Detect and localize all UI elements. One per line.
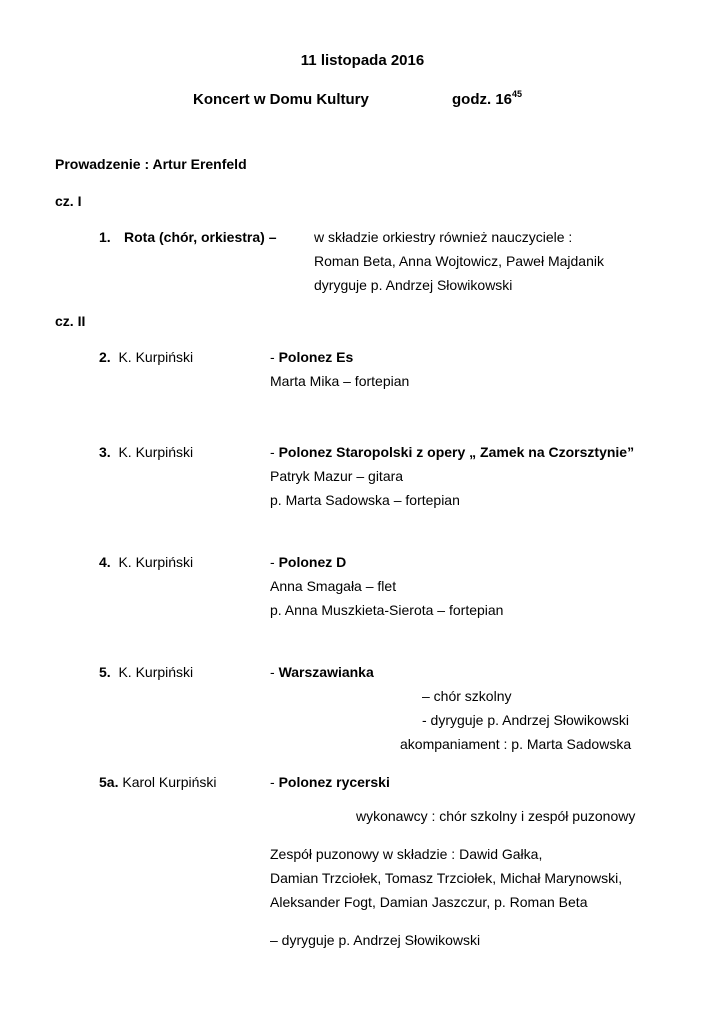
- item5a-dash: -: [270, 774, 279, 790]
- item5-line-1: – chór szkolny: [422, 688, 512, 704]
- item2-line-1: Marta Mika – fortepian: [270, 373, 410, 389]
- event-time: [452, 91, 522, 109]
- item3-dash: -: [270, 444, 279, 460]
- item5a-ensemble-2: Damian Trzciołek, Tomasz Trzciołek, Michał Marynowski,: [270, 870, 623, 886]
- item3-line-2: p. Marta Sadowska – fortepian: [270, 492, 460, 508]
- item1-line-1: w składzie orkiestry również nauczyciele :: [314, 229, 573, 245]
- item2-piece-line: [270, 348, 353, 366]
- item2-row: [99, 348, 193, 366]
- item2-composer: K. Kurpiński: [118, 349, 194, 365]
- part1-label: cz. I: [55, 193, 82, 209]
- part2-label: cz. II: [55, 313, 86, 329]
- item5a-piece-line: [270, 773, 390, 791]
- item5-number: 5.: [99, 664, 111, 680]
- event-time-minutes: 45: [512, 89, 523, 99]
- item5-piece-line: [270, 663, 374, 681]
- item2-piece: Polonez Es: [278, 349, 354, 365]
- event-time-hour: godz. 16: [452, 91, 513, 108]
- item3-line-1: Patryk Mazur – gitara: [270, 468, 404, 484]
- item5a-performers: wykonawcy : chór szkolny i zespół puzonowy: [356, 808, 636, 824]
- host-line: Prowadzenie : Artur Erenfeld: [55, 156, 247, 172]
- item3-piece-line: [270, 443, 634, 461]
- item5a-row: [99, 773, 217, 791]
- item1-line-3: dyryguje p. Andrzej Słowikowski: [314, 277, 513, 293]
- item5a-ensemble-3: Aleksander Fogt, Damian Jaszczur, p. Roman Beta: [270, 894, 588, 910]
- item4-row: [99, 553, 193, 571]
- item1-number: 1.: [99, 229, 111, 245]
- item4-number: 4.: [99, 554, 111, 570]
- item5-row: [99, 663, 193, 681]
- item4-dash: -: [270, 554, 279, 570]
- item5a-composer: Karol Kurpiński: [122, 774, 217, 790]
- page-title: 11 listopada 2016: [300, 52, 425, 69]
- item5-piece: Warszawianka: [278, 664, 374, 680]
- item3-number: 3.: [99, 444, 111, 460]
- item5-dash: -: [270, 664, 279, 680]
- item3-piece: Polonez Staropolski z opery „ Zamek na Czorsztynie”: [278, 444, 635, 460]
- item2-dash: -: [270, 349, 279, 365]
- item5-line-2: - dyryguje p. Andrzej Słowikowski: [422, 712, 629, 728]
- item4-piece: Polonez D: [278, 554, 347, 570]
- item4-line-2: p. Anna Muszkieta-Sierota – fortepian: [270, 602, 504, 618]
- item5-line-3: akompaniament : p. Marta Sadowska: [400, 736, 632, 752]
- item5a-number: 5a.: [99, 774, 119, 790]
- item3-composer: K. Kurpiński: [118, 444, 194, 460]
- event-title: Koncert w Domu Kultury: [193, 91, 369, 108]
- item3-row: [99, 443, 193, 461]
- item5-composer: K. Kurpiński: [118, 664, 194, 680]
- item4-line-1: Anna Smagała – flet: [270, 578, 397, 594]
- item1-title: Rota (chór, orkiestra) –: [124, 229, 277, 245]
- item1-line-2: Roman Beta, Anna Wojtowicz, Paweł Majdanik: [314, 253, 604, 269]
- item4-piece-line: [270, 553, 346, 571]
- item5a-ensemble-1: Zespół puzonowy w składzie : Dawid Gałka,: [270, 846, 543, 862]
- item5a-piece: Polonez rycerski: [278, 774, 390, 790]
- item2-number: 2.: [99, 349, 111, 365]
- item5a-conductor: – dyryguje p. Andrzej Słowikowski: [270, 932, 481, 948]
- item4-composer: K. Kurpiński: [118, 554, 194, 570]
